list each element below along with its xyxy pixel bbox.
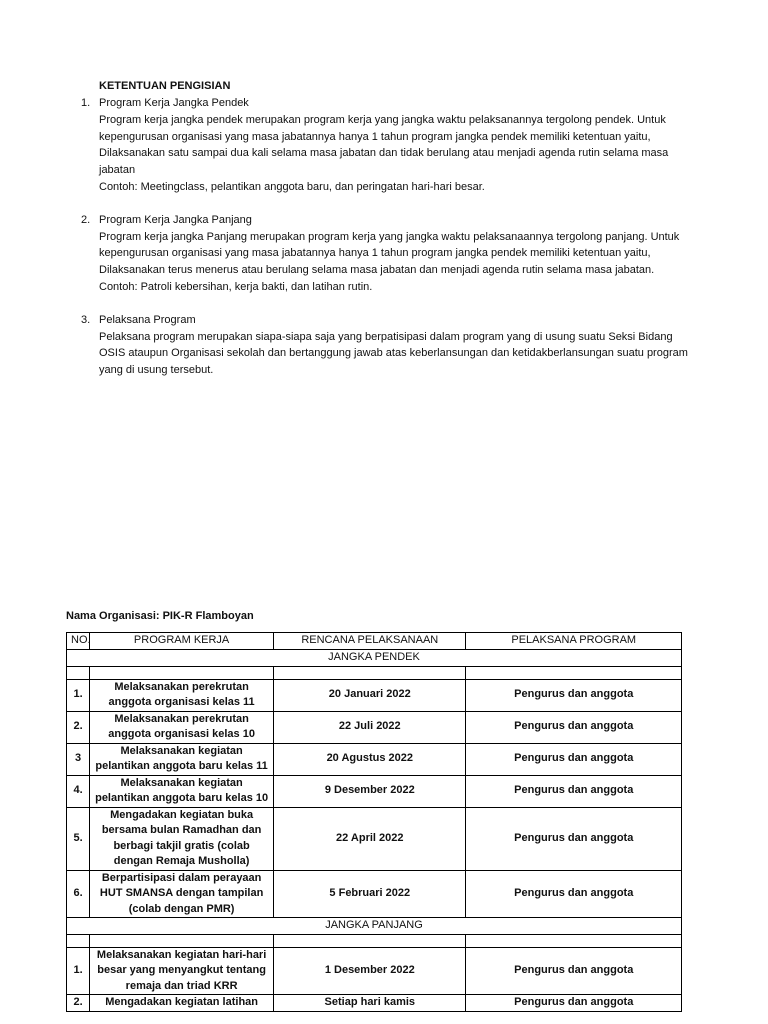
cell-pelaksana: Pengurus dan anggota bbox=[466, 947, 682, 995]
cell-pelaksana: Pengurus dan anggota bbox=[466, 995, 682, 1012]
cell-program: Mengadakan kegiatan buka bersama bulan Ramadhan dan berbagi takjil gratis (colab dengan Remaja Musholla) bbox=[90, 807, 274, 870]
section-row-short bbox=[67, 650, 682, 667]
cell-pelaksana: Pengurus dan anggota bbox=[466, 743, 682, 775]
table-row bbox=[67, 711, 682, 743]
table-row bbox=[67, 934, 682, 947]
table-row bbox=[67, 807, 682, 870]
table-row bbox=[67, 666, 682, 679]
rule-body: Program kerja jangka pendek merupakan program kerja yang jangka waktu pelaksanannya tergolong pendek. Untuk kepengurusan organisasi yang masa jabatannya hanya 1 tahun program jangka pendek memiliki ketentuan yaitu, Dilaksanakan satu sampai dua kali selama masa jabatan dan tidak berulang atau menjadi agenda rutin selama masa jabatan bbox=[99, 113, 669, 177]
table-row bbox=[67, 775, 682, 807]
cell-no: 3 bbox=[67, 743, 90, 775]
cell-no: 5. bbox=[67, 807, 90, 870]
list-number: 1. bbox=[81, 97, 91, 109]
list-number: 2. bbox=[81, 213, 91, 226]
section-label: JANGKA PANJANG bbox=[67, 918, 682, 935]
cell-no: 1. bbox=[67, 679, 90, 711]
table-row bbox=[67, 743, 682, 775]
cell-rencana: 1 Desember 2022 bbox=[274, 947, 466, 995]
rule-example: Contoh: Meetingclass, pelantikan anggota baru, dan peringatan hari-hari besar. bbox=[99, 180, 485, 193]
list-number: 3. bbox=[81, 313, 91, 326]
cell-rencana: 5 Februari 2022 bbox=[274, 870, 466, 918]
cell-program: Melaksanakan kegiatan pelantikan anggota baru kelas 11 bbox=[90, 743, 274, 775]
column-header-rencana: RENCANA PELAKSANAAN bbox=[274, 633, 466, 650]
cell-no: 6. bbox=[67, 870, 90, 918]
cell-program: Melaksanakan perekrutan anggota organisasi kelas 10 bbox=[90, 711, 274, 743]
list-item bbox=[81, 312, 691, 379]
cell-no: 4. bbox=[67, 775, 90, 807]
rule-title: Pelaksana Program bbox=[99, 313, 196, 326]
cell-rencana: Setiap hari kamis bbox=[274, 995, 466, 1012]
cell-program: Berpartisipasi dalam perayaan HUT SMANSA dengan tampilan (colab dengan PMR) bbox=[90, 870, 274, 918]
cell-no: 1. bbox=[67, 947, 90, 995]
cell-rencana: 22 Juli 2022 bbox=[274, 711, 466, 743]
program-table bbox=[66, 632, 682, 1012]
cell-pelaksana: Pengurus dan anggota bbox=[466, 775, 682, 807]
column-header-pelaksana: PELAKSANA PROGRAM bbox=[466, 633, 682, 650]
cell-pelaksana: Pengurus dan anggota bbox=[466, 870, 682, 918]
page-heading: KETENTUAN PENGISIAN bbox=[99, 80, 231, 92]
rule-example: Contoh: Patroli kebersihan, kerja bakti, dan latihan rutin. bbox=[99, 280, 373, 293]
cell-program: Melaksanakan kegiatan hari-hari besar yang menyangkut tentang remaja dan triad KRR bbox=[90, 947, 274, 995]
rule-title: Program Kerja Jangka Pendek bbox=[99, 97, 249, 109]
list-item bbox=[81, 212, 691, 296]
section-label: JANGKA PENDEK bbox=[67, 650, 682, 667]
cell-pelaksana: Pengurus dan anggota bbox=[466, 807, 682, 870]
table-row bbox=[67, 947, 682, 995]
rule-body: Pelaksana program merupakan siapa-siapa saja yang berpatisipasi dalam program yang di usung suatu Seksi Bidang OSIS ataupun Organisasi sekolah dan bertanggung jawab atas keberlansungan dan ketidakberlansungan suatu program yang di usung tersebut. bbox=[99, 330, 688, 377]
cell-rencana: 9 Desember 2022 bbox=[274, 775, 466, 807]
table-row bbox=[67, 995, 682, 1012]
cell-rencana: 22 April 2022 bbox=[274, 807, 466, 870]
rule-title: Program Kerja Jangka Panjang bbox=[99, 213, 252, 226]
table-row bbox=[67, 679, 682, 711]
cell-program: Melaksanakan perekrutan anggota organisasi kelas 11 bbox=[90, 679, 274, 711]
cell-no: 2. bbox=[67, 995, 90, 1012]
rule-body: Program kerja jangka Panjang merupakan program kerja yang jangka waktu pelaksanaannya tergolong panjang. Untuk kepengurusan organisasi yang masa jabatannya hanya 1 tahun program jangka pendek memiliki ketentuan yaitu, Dilaksanakan terus menerus atau berulang selama masa jabatan dan menjadi agenda rutin selama masa jabatan. bbox=[99, 230, 680, 277]
cell-no: 2. bbox=[67, 711, 90, 743]
list-item bbox=[81, 95, 691, 196]
cell-rencana: 20 Agustus 2022 bbox=[274, 743, 466, 775]
table-row bbox=[67, 870, 682, 918]
cell-pelaksana: Pengurus dan anggota bbox=[466, 679, 682, 711]
rules-list bbox=[81, 95, 691, 395]
cell-rencana: 20 Januari 2022 bbox=[274, 679, 466, 711]
cell-pelaksana: Pengurus dan anggota bbox=[466, 711, 682, 743]
cell-program: Melaksanakan kegiatan pelantikan anggota baru kelas 10 bbox=[90, 775, 274, 807]
organization-name: Nama Organisasi: PIK-R Flamboyan bbox=[66, 610, 254, 622]
column-header-no: NO. bbox=[67, 633, 90, 650]
section-row-long bbox=[67, 918, 682, 935]
cell-program: Mengadakan kegiatan latihan bbox=[90, 995, 274, 1012]
table-header-row bbox=[67, 633, 682, 650]
column-header-program: PROGRAM KERJA bbox=[90, 633, 274, 650]
